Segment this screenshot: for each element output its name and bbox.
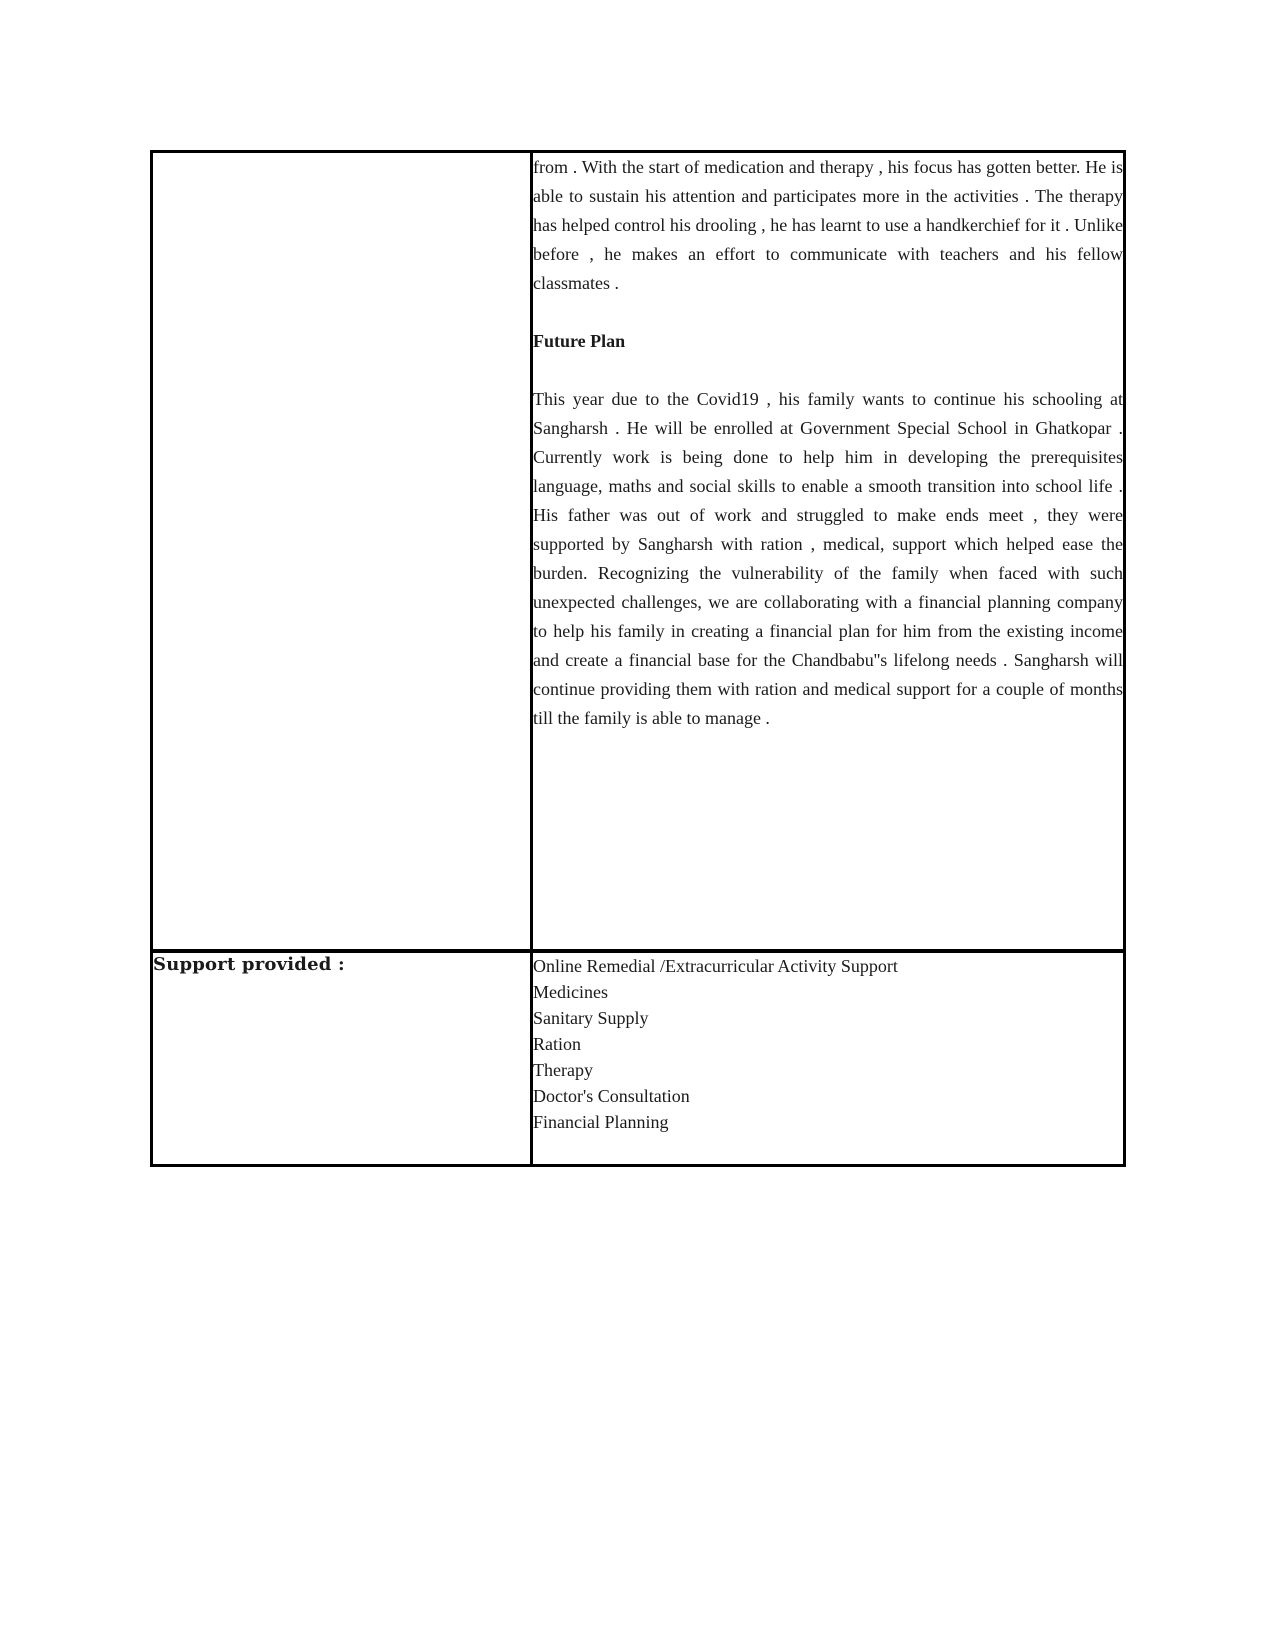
support-item-doctors-consultation: Doctor's Consultation [533, 1085, 690, 1106]
future-plan-heading: Future Plan [533, 331, 626, 351]
support-item-financial-planning: Financial Planning [533, 1111, 669, 1132]
support-items-cell [532, 951, 1125, 1166]
support-provided-label: Support provided : [153, 953, 345, 975]
case-report-table [150, 150, 1126, 1167]
future-plan-paragraph: This year due to the Covid19 , his family wants to continue his schooling at Sangharsh . He will be enrolled at Government Special School in Ghatkopar . Currently work is being done to help him in developing the prerequisites language, maths and social skills to enable a smooth transition into school life . His father was out of work and struggled to make ends meet , they were supported by Sangharsh with ration , medical, support which helped ease the burden. Recognizing the vulnerability of the family when faced with such unexpected challenges, we are collaborating with a financial planning company to help his family in creating a financial plan for him from the existing income and create a financial base for the Chandbabu''s lifelong needs . Sangharsh will continue providing them with ration and medical support for a couple of months till the family is able to manage . [533, 389, 1123, 728]
support-item-online-remedial: Online Remedial /Extracurricular Activity Support [533, 955, 898, 976]
table-row-support [152, 951, 1125, 1166]
table-row-progress [152, 152, 1125, 951]
support-label-cell [152, 951, 532, 1166]
support-item-therapy: Therapy [533, 1059, 593, 1080]
support-item-medicines: Medicines [533, 981, 608, 1002]
empty-label-cell [152, 152, 532, 951]
support-item-ration: Ration [533, 1033, 581, 1054]
progress-content-cell [532, 152, 1125, 951]
progress-continuation-paragraph: from . With the start of medication and therapy , his focus has gotten better. He is able to sustain his attention and participates more in the activities . The therapy has helped control his drooling , he has learnt to use a handkerchief for it . Unlike before , he makes an effort to communicate with teachers and his fellow classmates . [533, 157, 1123, 293]
support-item-sanitary-supply: Sanitary Supply [533, 1007, 649, 1028]
